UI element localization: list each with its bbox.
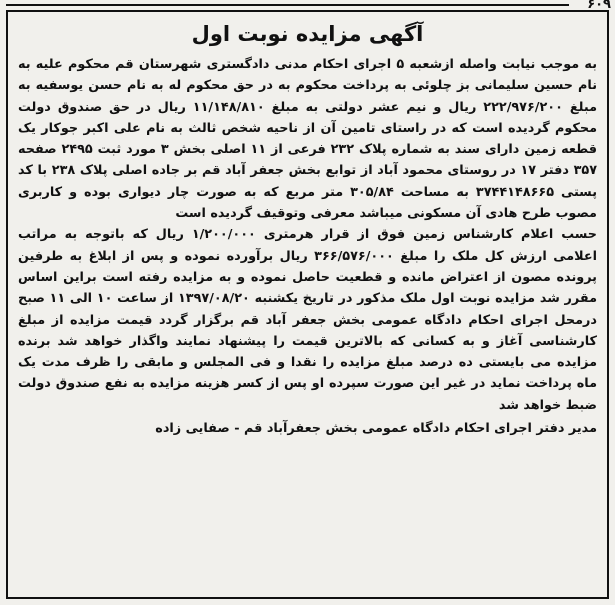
top-divider <box>6 4 569 6</box>
notice-paragraph-1: به موجب نیابت واصله ازشعبه ۵ اجرای احکام مدنی دادگستری شهرستان قم محکوم علیه به نام حسین سلیمانی بز چلوئی به پرداخت محکوم به در حق محکوم له به نام حسن یوسفیه به مبلغ ۲۲۲/۹۷۶/۲۰۰ ریال و نیم عشر دولتی به مبلغ ۱۱/۱۴۸/۸۱۰ ریال در حق صندوق دولت محکوم گردیده است که در راستای تامین آن از ناحیه شخص ثالث به نام علی اکبر جوکار یک قطعه زمین دارای سند به شماره پلاک ۲۳۲ فرعی از ۱۱ اصلی بخش ۳ مورد ثبت ۲۴۹۵ صفحه ۳۵۷ دفتر ۱۷ در روستای محمود آباد از توابع بخش جعفر آباد قم بر جاده اصلی پلاک ۲۳۸ با کد پستی ۳۷۴۴۱۴۸۶۶۵ به مساحت ۳۰۵/۸۴ متر مربع که به صورت چار دیواری بوده و کاربری مصوب طرح هادی آن مسکونی میباشد معرفی وتوقیف گردیده است <box>18 57 598 222</box>
notice-paragraph-2: حسب اعلام کارشناس زمین فوق از قرار هرمتری ۱/۲۰۰/۰۰۰ ریال که باتوجه به مراتب اعلامی ارزش کل ملک را مبلغ ۳۶۶/۵۷۶/۰۰۰ ریال برآورده نموده و پس از ابلاغ به طرفین پرونده مصون از اعتراض مانده و قطعیت حاصل نموده و به مزایده رفته است براین اساس مقرر شد مزایده نوبت اول ملک مذکور در تاریخ یکشنبه ۱۳۹۷/۰۸/۲۰ از ساعت ۱۰ الی ۱۱ صبح درمحل اجرای احکام دادگاه عمومی بخش جعفر آباد قم برگزار گردد قیمت مزایده از مبلغ کارشناسی آغاز و به کسانی که بالاترین قیمت را پیشنهاد نمایند واگذار خواهد شد برنده مزایده می بایستی ده درصد مبلغ مزایده را نقدا و فی المجلس و مابقی را ظرف مدت یک ماه پرداخت نماید در غیر این صورت سپرده او پس از کسر هزینه مزایده به نفع صندوق دولت ضبط خواهد شد <box>18 227 597 413</box>
notice-body <box>18 54 597 416</box>
notice-frame <box>6 10 609 599</box>
notice-title: آگهی مزایده نوبت اول <box>191 22 424 46</box>
notice-signature: مدیر دفتر اجرای احکام دادگاه عمومی بخش جعفرآباد قم - صفایی زاده <box>155 421 597 437</box>
page-number: ۶۰۹ <box>587 0 611 12</box>
